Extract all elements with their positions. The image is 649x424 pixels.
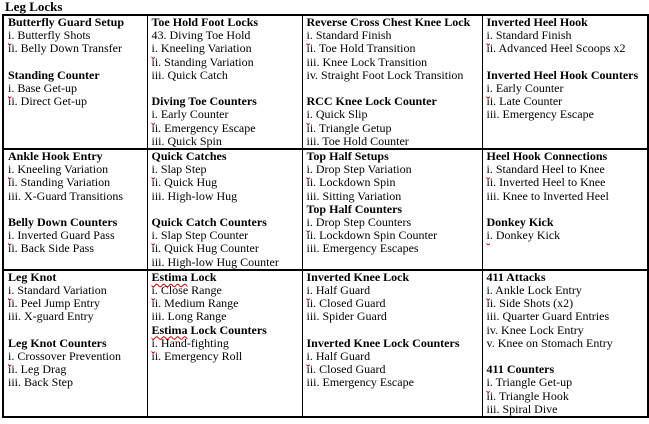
spellcheck-squiggle: Estima: [151, 269, 188, 284]
table-cell: [482, 149, 648, 270]
technique-section: [8, 16, 145, 56]
section-heading: Standing Counter: [8, 67, 100, 82]
section-heading: Inverted Heel Hook: [486, 15, 588, 29]
list-item: iii. Knee to Inverted Heel: [486, 188, 609, 203]
technique-section: [307, 203, 480, 256]
list-item: iii. Emergency Escapes: [306, 241, 419, 256]
technique-section: [487, 69, 646, 122]
table-row: [3, 149, 648, 270]
list-item: iii. Quick Spin: [151, 133, 222, 148]
section-heading: RCC Knee Lock Counter: [306, 94, 437, 109]
list-item: i. Standard Variation: [8, 283, 107, 298]
section-heading: Heel Hook Connections: [486, 149, 608, 164]
technique-section: [152, 271, 300, 324]
technique-section: [152, 324, 300, 364]
technique-section: [307, 271, 480, 324]
spellcheck-squiggle: i: [306, 283, 310, 298]
spellcheck-squiggle: i: [306, 107, 310, 122]
table-cell: [147, 149, 302, 270]
list-item: i. Drop Step Counters: [306, 215, 412, 230]
table-cell: [302, 149, 482, 270]
spellcheck-squiggle: i: [8, 28, 12, 43]
technique-section: [487, 271, 646, 350]
table-cell: [302, 15, 482, 149]
technique-section: [152, 150, 300, 203]
list-item: ii. Emergency Roll: [151, 349, 243, 364]
spellcheck-squiggle: i: [486, 283, 490, 298]
table-cell: [482, 15, 648, 149]
list-item: iv. Knee Lock Entry: [486, 322, 584, 337]
leg-locks-table: [2, 14, 649, 418]
list-item: ii. Side Shots (x2): [486, 296, 574, 311]
list-item: i. Crossover Prevention: [8, 349, 121, 364]
technique-section: [307, 150, 480, 203]
list-item: ii. Triangle Getup: [306, 120, 392, 135]
table-cell: [482, 270, 648, 417]
spellcheck-squiggle: i: [486, 81, 490, 95]
list-item: ii. Standing Variation: [151, 54, 254, 69]
list-item: iii. Spiral Dive: [486, 401, 558, 416]
list-item: ii. Late Counter: [486, 94, 563, 109]
section-heading: Belly Down Counters: [8, 215, 118, 230]
list-item: i. Early Counter: [486, 81, 564, 95]
section-heading: Reverse Cross Chest Knee Lock: [306, 15, 471, 29]
list-item: iv. Straight Foot Lock Transition: [306, 67, 464, 82]
technique-section: [487, 16, 646, 56]
section-heading: Estima Lock Counters: [151, 322, 267, 337]
list-item: ii. Triangle Hook: [486, 388, 569, 403]
list-item: ii. Peel Jump Entry: [8, 296, 100, 311]
list-item: ii. Quick Hug: [151, 175, 218, 190]
technique-section: [152, 16, 300, 82]
section-heading: Diving Toe Counters: [151, 94, 257, 109]
spellcheck-squiggle: i: [8, 228, 12, 243]
spellcheck-squiggle: i: [8, 81, 12, 95]
list-item: ii. Emergency Escape: [151, 120, 256, 135]
list-item: iii. Knee Lock Transition: [306, 54, 428, 69]
list-item: iii. Emergency Escape: [486, 107, 594, 122]
spellcheck-squiggle: i: [306, 215, 310, 230]
table-row: [3, 15, 648, 149]
section-heading: Quick Catch Counters: [151, 215, 267, 230]
list-item: iii. Spider Guard: [306, 309, 387, 324]
list-item: ii. Lockdown Spin Counter: [306, 228, 438, 243]
section-heading: Ankle Hook Entry: [8, 149, 103, 164]
technique-section: [152, 95, 300, 148]
list-item: i. Standard Finish: [486, 28, 572, 43]
list-item: ii. Advanced Heel Scoops x2: [486, 41, 626, 56]
spellcheck-squiggle: i: [151, 162, 155, 177]
list-item: i. Butterfly Shots: [8, 28, 91, 43]
table-cell: [302, 270, 482, 417]
list-item: ii. Standing Variation: [8, 175, 111, 190]
list-item: i. Kneeling Variation: [151, 41, 252, 56]
list-item: i. Kneeling Variation: [8, 162, 109, 177]
list-item: iii. X-guard Entry: [8, 309, 94, 324]
table-cell: [147, 15, 302, 149]
list-item: iii. Long Range: [151, 309, 227, 324]
list-item: i. Standard Heel to Knee: [486, 162, 605, 177]
spellcheck-squiggle: i: [306, 162, 310, 177]
list-item: ii. Toe Hold Transition: [306, 41, 416, 56]
list-item: iii. Toe Hold Counter: [306, 133, 409, 148]
spellcheck-squiggle: i: [8, 283, 12, 298]
spellcheck-squiggle: i: [306, 349, 310, 364]
list-item: ii. Back Side Pass: [8, 241, 94, 256]
section-heading: Donkey Kick: [486, 215, 554, 230]
list-item: iii. High-low Hug Counter: [151, 254, 279, 269]
list-item: i. Base Get-up: [8, 81, 77, 95]
list-item: i. Slap Step Counter: [151, 228, 249, 243]
section-heading: Top Half Setups: [306, 149, 389, 164]
spellcheck-squiggle: i: [486, 28, 490, 43]
list-item: ii. Lockdown Spin: [306, 175, 396, 190]
list-item: iii. Quarter Guard Entries: [486, 309, 610, 324]
technique-section: [487, 150, 646, 203]
spellcheck-squiggle: i: [486, 228, 490, 243]
list-item: ii. Closed Guard: [306, 362, 386, 377]
technique-section: [8, 337, 145, 390]
list-item: i. Quick Slip: [306, 107, 368, 122]
spellcheck-squiggle: i: [151, 107, 155, 122]
technique-section: [152, 216, 300, 269]
table-cell: [3, 15, 147, 149]
list-item: i. Inverted Guard Pass: [8, 228, 115, 243]
table-cell: [3, 149, 147, 270]
technique-section: [8, 69, 145, 109]
section-heading: 411 Attacks: [486, 269, 546, 284]
list-item: ii. Closed Guard: [306, 296, 386, 311]
section-heading: Toe Hold Foot Locks: [151, 15, 259, 29]
spellcheck-squiggle: i: [8, 162, 12, 177]
list-item: i. Slap Step: [151, 162, 207, 177]
technique-section: [8, 150, 145, 203]
list-item: iii. High-low Hug: [151, 188, 238, 203]
technique-section: [487, 216, 646, 242]
spellcheck-squiggle: Estima: [151, 322, 188, 337]
technique-section: [307, 95, 480, 148]
list-item: ii. Medium Range: [151, 296, 239, 311]
list-item: iii. Quick Catch: [151, 67, 228, 82]
spellcheck-squiggle: i: [486, 162, 490, 177]
spellcheck-squiggle: i: [151, 41, 155, 56]
technique-section: [8, 216, 145, 256]
section-heading: Leg Knot: [8, 269, 57, 284]
section-heading: Butterfly Guard Setup: [8, 15, 125, 29]
list-item: ii. Inverted Heel to Knee: [486, 175, 606, 190]
spellcheck-squiggle: i: [151, 283, 155, 298]
list-item: i. Half Guard: [306, 349, 371, 364]
section-heading: Inverted Knee Lock Counters: [306, 335, 460, 350]
list-item: i. Close Range: [151, 283, 222, 298]
technique-section: [307, 337, 480, 390]
list-item: 43. Diving Toe Hold: [151, 28, 251, 43]
spellcheck-squiggle: i: [151, 228, 155, 243]
list-item: i. Ankle Lock Entry: [486, 283, 582, 298]
section-heading: Quick Catches: [151, 149, 227, 164]
list-item: i. Standard Finish: [306, 28, 392, 43]
list-item: iii. X-Guard Transitions: [8, 188, 124, 203]
list-item: v. Knee on Stomach Entry: [486, 335, 613, 350]
spellcheck-squiggle: i: [486, 375, 490, 390]
spellcheck-squiggle: i: [151, 335, 155, 350]
list-item: i. Hand-fighting: [151, 335, 229, 350]
list-item: i. Drop Step Variation: [306, 162, 412, 177]
table-cell: [147, 270, 302, 417]
technique-section: [307, 16, 480, 82]
page-title: Leg Locks: [5, 0, 63, 14]
list-item: iii. Back Step: [8, 375, 73, 390]
list-item: i. Donkey Kick: [486, 228, 561, 243]
table-row: [3, 270, 648, 417]
list-item: i. Half Guard: [306, 283, 371, 298]
list-item: iii. Emergency Escape: [306, 375, 414, 390]
section-heading: Inverted Knee Lock: [306, 269, 410, 284]
section-heading: Leg Knot Counters: [8, 335, 107, 350]
list-item: ii. Direct Get-up: [8, 94, 87, 109]
list-item: iii. Sitting Variation: [306, 188, 402, 203]
spellcheck-squiggle: i: [306, 28, 310, 43]
technique-section: [8, 271, 145, 324]
technique-section: [487, 363, 646, 416]
list-item: i. Early Counter: [151, 107, 229, 122]
list-item: ii. Belly Down Transfer: [8, 41, 122, 56]
list-item: ii. Quick Hug Counter: [151, 241, 259, 256]
section-heading: Top Half Counters: [306, 201, 403, 216]
table-cell: [3, 270, 147, 417]
section-heading: Inverted Heel Hook Counters: [486, 67, 639, 82]
section-heading: 411 Counters: [486, 362, 555, 377]
list-item: i. Triangle Get-up: [486, 375, 573, 390]
section-heading: Estima Lock: [151, 269, 217, 284]
list-item: ii. Leg Drag: [8, 362, 67, 377]
spellcheck-squiggle: i: [8, 349, 12, 364]
